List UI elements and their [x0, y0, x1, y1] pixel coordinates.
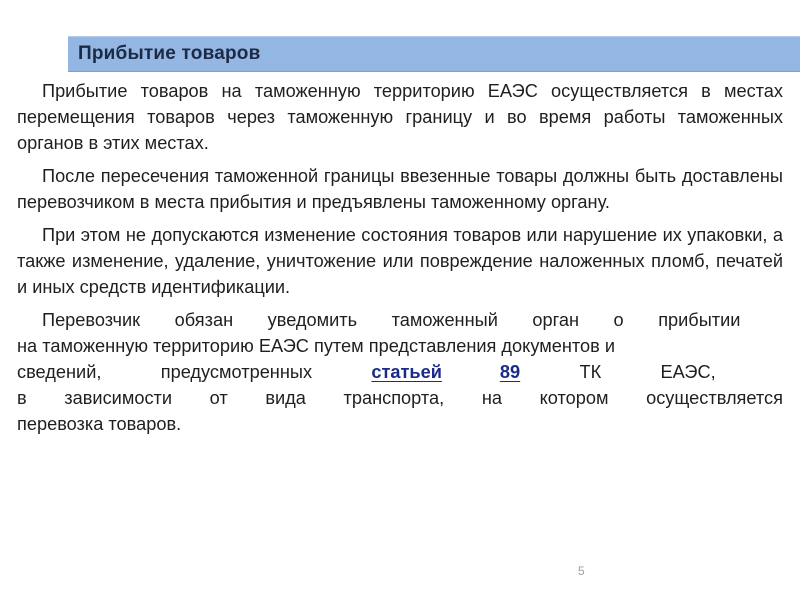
link-word[interactable]: 89	[499, 362, 521, 382]
word: ЕАЭС,	[660, 362, 716, 382]
word: о	[613, 310, 624, 330]
word: осуществляется	[646, 388, 783, 408]
word: от	[209, 388, 228, 408]
paragraph-arrival: Прибытие товаров на таможенную территорию ЕАЭС осуществляется в местах перемещения товаров через таможенную границу и во время работы таможенных органов в этих местах.	[17, 81, 783, 153]
word: обязан	[174, 310, 234, 330]
word: вида	[265, 388, 306, 408]
article-89-link[interactable]	[371, 359, 520, 385]
notification-line-1	[17, 307, 783, 333]
page-number: 5	[578, 564, 585, 578]
word: орган	[532, 310, 580, 330]
word: предусмотренных	[160, 362, 313, 382]
word: в	[17, 388, 27, 408]
word: ТК	[579, 362, 602, 382]
word: зависимости	[64, 388, 173, 408]
paragraph-delivery: После пересечения таможенной границы ввезенные товары должны быть доставлены перевозчиком в места прибытия и предъявлены таможенному органу.	[17, 166, 783, 212]
slide-header-bar	[68, 36, 800, 72]
paragraph-restrictions: При этом не допускаются изменение состояния товаров или нарушение их упаковки, а также изменение, удаление, уничтожение или повреждение наложенных пломб, печатей и иных средств идентификации.	[17, 225, 783, 297]
word: таможенный	[391, 310, 498, 330]
line-text: перевозка товаров.	[17, 414, 182, 434]
paragraph-notification	[17, 307, 783, 437]
notification-line-4	[17, 385, 783, 411]
word: транспорта,	[343, 388, 445, 408]
line-text: на таможенную территорию ЕАЭС путем представления документов и	[17, 336, 615, 356]
word: уведомить	[267, 310, 358, 330]
word: котором	[539, 388, 609, 408]
notification-line-2	[17, 333, 783, 359]
slide-title: Прибытие товаров	[78, 43, 261, 64]
notification-line-5	[17, 411, 783, 437]
notification-line-3	[17, 359, 783, 385]
word: на	[481, 388, 502, 408]
slide-body	[17, 78, 783, 437]
word: сведений,	[17, 362, 102, 382]
word: Перевозчик	[42, 310, 141, 330]
word: прибытии	[658, 310, 741, 330]
link-word[interactable]: статьей	[371, 362, 442, 382]
